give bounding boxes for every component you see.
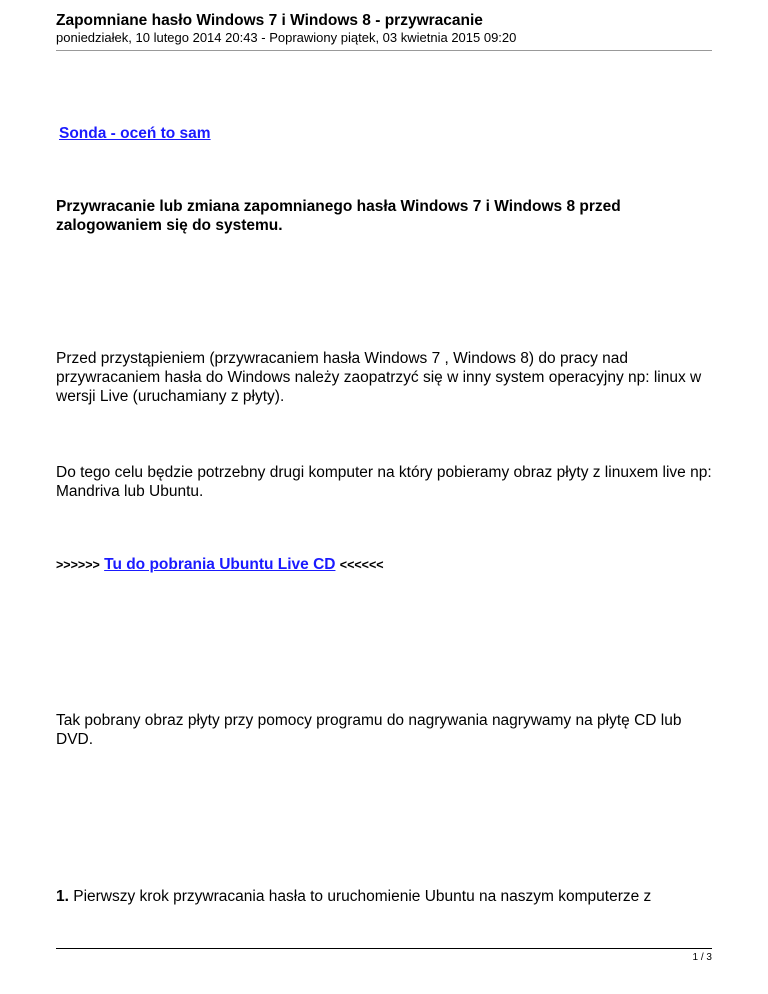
article-heading: Przywracanie lub zmiana zapomnianego hasła Windows 7 i Windows 8 przed zalogowaniem się do systemu.: [56, 198, 621, 234]
poll-paragraph: [59, 124, 719, 143]
paragraph-burn-disc: Tak pobrany obraz płyty przy pomocy programu do nagrywania nagrywamy na płytę CD lub DVD.: [56, 712, 682, 748]
paragraph-second-computer: Do tego celu będzie potrzebny drugi komputer na który pobieramy obraz płyty z linuxem live np: Mandriva lub Ubuntu.: [56, 464, 712, 500]
download-suffix: <<<<<<: [339, 558, 384, 572]
step-1-paragraph: [56, 887, 716, 906]
paragraph-live-system: Przed przystąpieniem (przywracaniem hasła Windows 7 , Windows 8) do pracy nad przywracaniem hasła do Windows należy zaopatrzyć się w inny system operacyjny np: linux w wersji Live (uruchamiany z płyty).: [56, 350, 702, 405]
download-prefix: >>>>>>: [56, 558, 100, 572]
document-header: [56, 12, 712, 46]
header-divider: [56, 50, 712, 51]
download-paragraph: [56, 555, 716, 575]
document-dates: poniedziałek, 10 lutego 2014 20:43 - Poprawiony piątek, 03 kwietnia 2015 09:20: [56, 30, 517, 45]
step-1-number: 1.: [56, 888, 69, 905]
document-title: Zapomniane hasło Windows 7 i Windows 8 - przywracanie: [56, 12, 483, 29]
footer-divider: [56, 948, 712, 949]
poll-link[interactable]: Sonda - oceń to sam: [59, 125, 211, 142]
page-number: 1 / 3: [692, 952, 712, 963]
step-1-text: Pierwszy krok przywracania hasła to uruchomienie Ubuntu na naszym komputerze z: [68, 888, 652, 905]
ubuntu-download-link[interactable]: Tu do pobrania Ubuntu Live CD: [104, 556, 336, 573]
